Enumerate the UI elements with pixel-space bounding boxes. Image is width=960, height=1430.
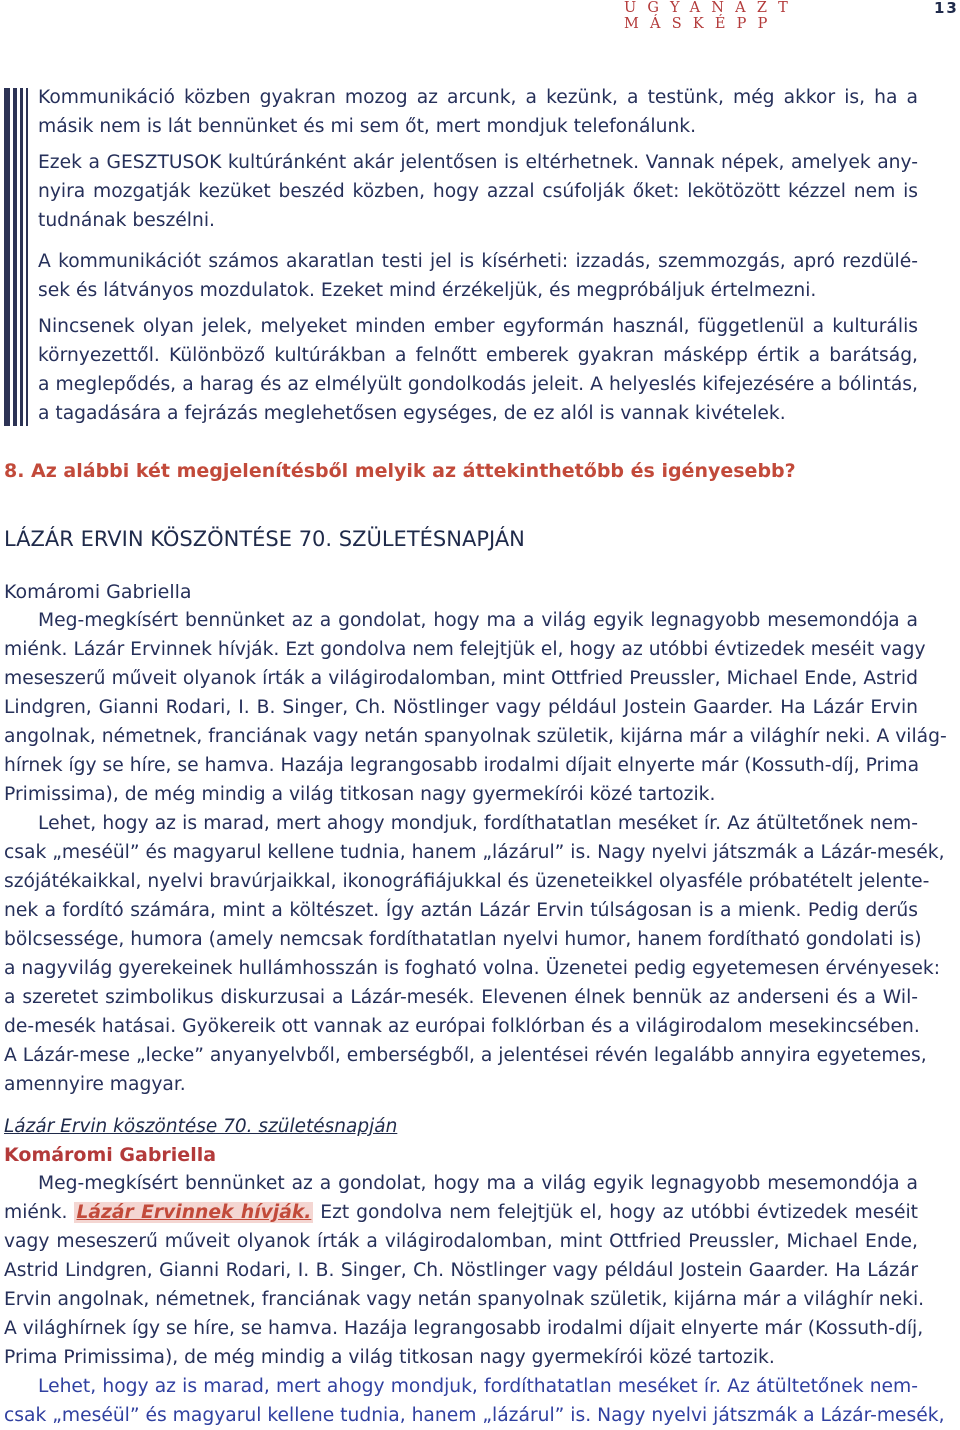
text-line: Ezek a GESZTUSOK kultúránként akár jelentősen is eltérhetnek. Vannak népek, amelyek any- (38, 152, 918, 173)
text-line: szójátékaikkal, nyelvi bravúrjaikkal, ikonográfiájukkal és üzeneteikkel olyasféle próbatételt jelente- (4, 871, 930, 892)
text-fragment: Ezt gondolva nem felejtjük el, hogy az utóbbi évtizedek meséit (320, 1202, 919, 1223)
text-line: Meg-megkísért bennünket az a gondolat, hogy ma a világ egyik legnagyobb mesemondója a (38, 1173, 918, 1194)
text-line: angolnak, németnek, franciának vagy netán spanyolnak születik, kijárna már a világhír neki. A világ- (4, 726, 947, 747)
text-line: A világhírnek így se híre, se hamva. Hazája legrangosabb irodalmi díjait elnyerte már (Kossuth-díj, (4, 1318, 924, 1339)
version2-heading: Lázár Ervin köszöntése 70. születésnapján (4, 1116, 398, 1137)
text-line: Prima Primissima), de még mindig a világ titkosan nagy gyermekírói közé tartozik. (4, 1347, 775, 1368)
box-paragraph-3 (38, 247, 918, 305)
author-name-link[interactable]: Lázár Ervinnek hívják. (76, 1202, 312, 1223)
text-line-blue: csak „meséül” és magyarul kellene tudnia, hanem „lázárul” is. Nagy nyelvi játszmák a Lázár-mesék, (4, 1405, 945, 1426)
question-8: 8. Az alábbi két megjelenítésből melyik az áttekinthetőbb és igényesebb? (4, 460, 796, 482)
box-side-bars (4, 88, 30, 426)
text-line: hírnek így se híre, se hamva. Hazája legrangosabb irodalmi díjait elnyerte már (Kossuth-díj, Prima (4, 755, 920, 776)
text-line: Nincsenek olyan jelek, melyeket minden ember egyformán használ, függetlenül a kulturális (38, 316, 918, 337)
text-line: tudnának beszélni. (38, 210, 215, 231)
text-line: A Lázár-mese „lecke” anyanyelvből, emberségből, a jelentései révén legalább annyira egyetemes, (4, 1045, 927, 1066)
text-line: vagy meseszerű műveit olyanok írták a világirodalomban, mint Ottfried Preussler, Michael Ende, (4, 1231, 918, 1252)
version1-author: Komáromi Gabriella (4, 581, 192, 603)
text-line: nek a fordító számára, mint a költészet. Így aztán Lázár Ervin túlságosan is a mienk. Pedig derűs (4, 900, 918, 921)
text-line: a nagyvilág gyerekeinek hullámhosszán is fogható volna. Üzenetei pedig egyetemesen érvényesek: (4, 958, 941, 979)
text-line: a meglepődés, a harag és az elmélyült gondolkodás jeleit. A helyeslés kifejezésére a bólintás, (38, 374, 918, 395)
version1-body (4, 606, 947, 1099)
text-line: bölcsessége, humora (amely nemcsak fordíthatatlan nyelvi humor, hanem fordítható gondolati is) (4, 929, 922, 950)
text-line: A kommunikációt számos akaratlan testi jel is kísérheti: izzadás, szemmozgás, apró rezdülé- (38, 251, 918, 272)
text-line: Meg-megkísért bennünket az a gondolat, hogy ma a világ egyik legnagyobb mesemondója a (38, 610, 918, 631)
header-title: UGYANAZT MÁSKÉPP (624, 0, 799, 32)
text-line: a szeretet szimbolikus diskurzusai a Lázár-mesék. Elevenen élnek bennük az anderseni és a Wil- (4, 987, 918, 1008)
box-paragraph-2 (38, 148, 918, 235)
text-line: környezettől. Különböző kultúrákban a felnőtt emberek gyakran másképp értik a barátság, (38, 345, 918, 366)
text-line: Primissima), de még mindig a világ titkosan nagy gyermekírói közé tartozik. (4, 784, 716, 805)
version1-heading: LÁZÁR ERVIN KÖSZÖNTÉSE 70. SZÜLETÉSNAPJÁN (4, 527, 525, 551)
version2-author: Komáromi Gabriella (4, 1144, 217, 1166)
text-line-with-link (4, 1198, 918, 1227)
text-fragment: miénk. (4, 1202, 68, 1223)
text-line-blue: Lehet, hogy az is marad, mert ahogy mondjuk, fordíthatatlan meséket ír. Az átültetőnek nem- (38, 1376, 918, 1397)
text-line: sek és látványos mozdulatok. Ezeket mind érzékeljük, és megpróbáljuk értelmezni. (38, 280, 817, 301)
text-line: Lindgren, Gianni Rodari, I. B. Singer, Ch. Nöstlinger vagy például Jostein Gaarder. Ha Lázár Ervin (4, 697, 918, 718)
text-line: de-mesék hatásai. Gyökereik ott vannak az európai folklórban és a világirodalom mesekincsében. (4, 1016, 920, 1037)
page-number: 13 (934, 0, 959, 17)
text-line: miénk. Lázár Ervinnek hívják. Ezt gondolva nem felejtjük el, hogy az utóbbi évtizedek meséit vagy (4, 639, 926, 660)
text-line: meseszerű műveit olyanok írták a világirodalomban, mint Ottfried Preussler, Michael Ende, Astrid (4, 668, 918, 689)
text-line: nyira mozgatják kezüket beszéd közben, hogy azzal csúfolják őket: lekötözött kézzel nem is (38, 181, 918, 202)
box-paragraph-4 (38, 312, 918, 428)
version2-body (4, 1169, 945, 1430)
text-line: Astrid Lindgren, Gianni Rodari, I. B. Singer, Ch. Nöstlinger vagy például Jostein Gaarder. Ha Lázár (4, 1260, 918, 1281)
page-header (0, 0, 960, 30)
box-paragraph-1 (38, 83, 918, 141)
text-line: Ervin angolnak, németnek, franciának vagy netán spanyolnak születik, kijárna már a világhír neki. (4, 1289, 925, 1310)
text-line: amennyire magyar. (4, 1074, 186, 1095)
text-line: Lehet, hogy az is marad, mert ahogy mondjuk, fordíthatatlan meséket ír. Az átültetőnek nem- (38, 813, 918, 834)
text-line: csak „meséül” és magyarul kellene tudnia, hanem „lázárul” is. Nagy nyelvi játszmák a Lázár-mesék, (4, 842, 945, 863)
text-line: másik nem is lát bennünket és mi sem őt, mert mondjuk telefonálunk. (38, 116, 697, 137)
text-line: Kommunikáció közben gyakran mozog az arcunk, a kezünk, a testünk, még akkor is, ha a (38, 87, 918, 108)
text-line: a tagadására a fejrázás meglehetősen egységes, de ez alól is vannak kivételek. (38, 403, 786, 424)
